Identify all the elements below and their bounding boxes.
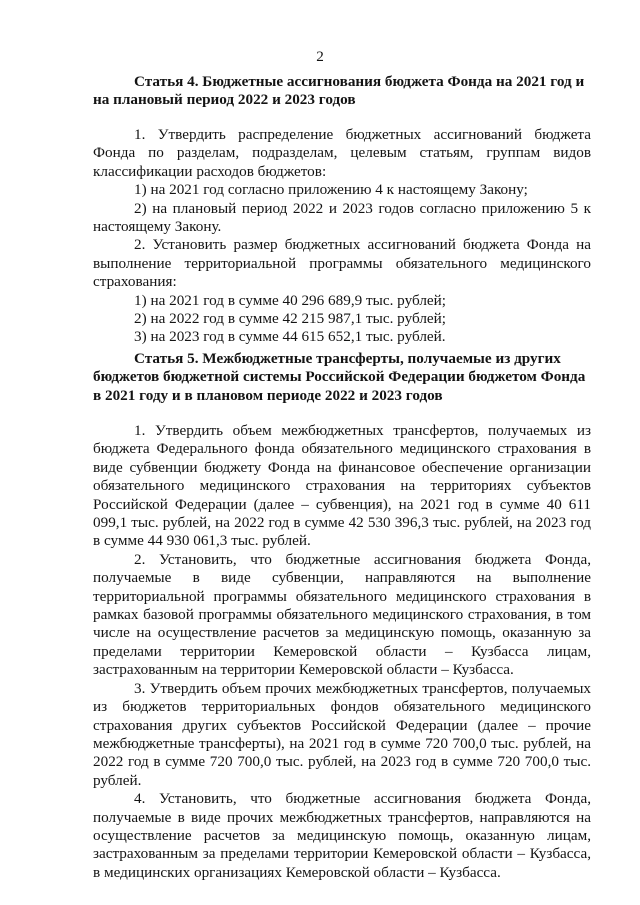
article-4-paragraph: 2. Установить размер бюджетных ассигнований бюджета Фонда на выполнение территориальной программы обязательного медицинского страхования: <box>93 236 591 291</box>
article-4-paragraph: 1. Утвердить распределение бюджетных ассигнований бюджета Фонда по разделам, подразделам, целевым статьям, группам видов классификации расходов бюджетов: <box>93 126 591 180</box>
article-4-paragraph: 2) на плановый период 2022 и 2023 годов согласно приложению 5 к настоящему Закону. <box>93 199 591 236</box>
article-4-body <box>93 126 591 347</box>
article-4-heading: Статья 4. Бюджетные ассигнования бюджета Фонда на 2021 год и на плановый период 2022 и 2023 годов <box>93 73 585 109</box>
article-5-paragraph: 1. Утвердить объем межбюджетных трансфертов, получаемых из бюджета Федерального фонда обязательного медицинского страхования в виде субвенции бюджету Фонда на финансовое обеспечение организации обязательного медицинского страхования на территориях субъектов Российской Федерации (далее – субвенция), на 2021 год в сумме 40 611 099,1 тыс. рублей, на 2022 год в сумме 42 530 396,3 тыс. рублей, на 2023 год в сумме 44 930 061,3 тыс. рублей. <box>93 422 591 550</box>
article-4-paragraph: 1) на 2021 год согласно приложению 4 к настоящему Закону; <box>134 181 528 199</box>
page-number: 2 <box>316 48 324 65</box>
article-4-paragraph: 3) на 2023 год в сумме 44 615 652,1 тыс. рублей. <box>134 328 446 346</box>
article-5-paragraph: 2. Установить, что бюджетные ассигнования бюджета Фонда, получаемые в виде субвенции, направляются на выполнение территориальной программы обязательного медицинского страхования в рамках базовой программы обязательного медицинского страхования, в том числе на осуществление расчетов за медицинскую помощь, оказанную за пределами территории Кемеровской области – Кузбасса лицам, застрахованным на территории Кемеровской области – Кузбасса. <box>93 550 591 679</box>
article-5-body <box>93 422 591 882</box>
article-4-paragraph: 2) на 2022 год в сумме 42 215 987,1 тыс. рублей; <box>134 310 446 328</box>
article-5-paragraph: 4. Установить, что бюджетные ассигнования бюджета Фонда, получаемые в виде прочих межбюджетных трансфертов, направляются на осуществление расчетов за медицинскую помощь, оказанную лицам, застрахованным за пределами территории Кемеровской области – Кузбасса, в медицинских организациях Кемеровской области – Кузбасса. <box>93 790 591 881</box>
article-5-paragraph: 3. Утвердить объем прочих межбюджетных трансфертов, получаемых из бюджетов территориальных фондов обязательного медицинского страхования других субъектов Российской Федерации (далее – прочие межбюджетные трансферты), на 2021 год в сумме 720 700,0 тыс. рублей, на 2022 год в сумме 720 700,0 тыс. рублей, на 2023 год в сумме 720 700,0 тыс. рублей. <box>93 679 591 789</box>
article-5-heading: Статья 5. Межбюджетные трансферты, получаемые из других бюджетов бюджетной системы Российской Федерации бюджетом Фонда в 2021 году и в плановом периоде 2022 и 2023 годов <box>93 350 586 404</box>
article-4-paragraph: 1) на 2021 год в сумме 40 296 689,9 тыс. рублей; <box>134 291 446 309</box>
